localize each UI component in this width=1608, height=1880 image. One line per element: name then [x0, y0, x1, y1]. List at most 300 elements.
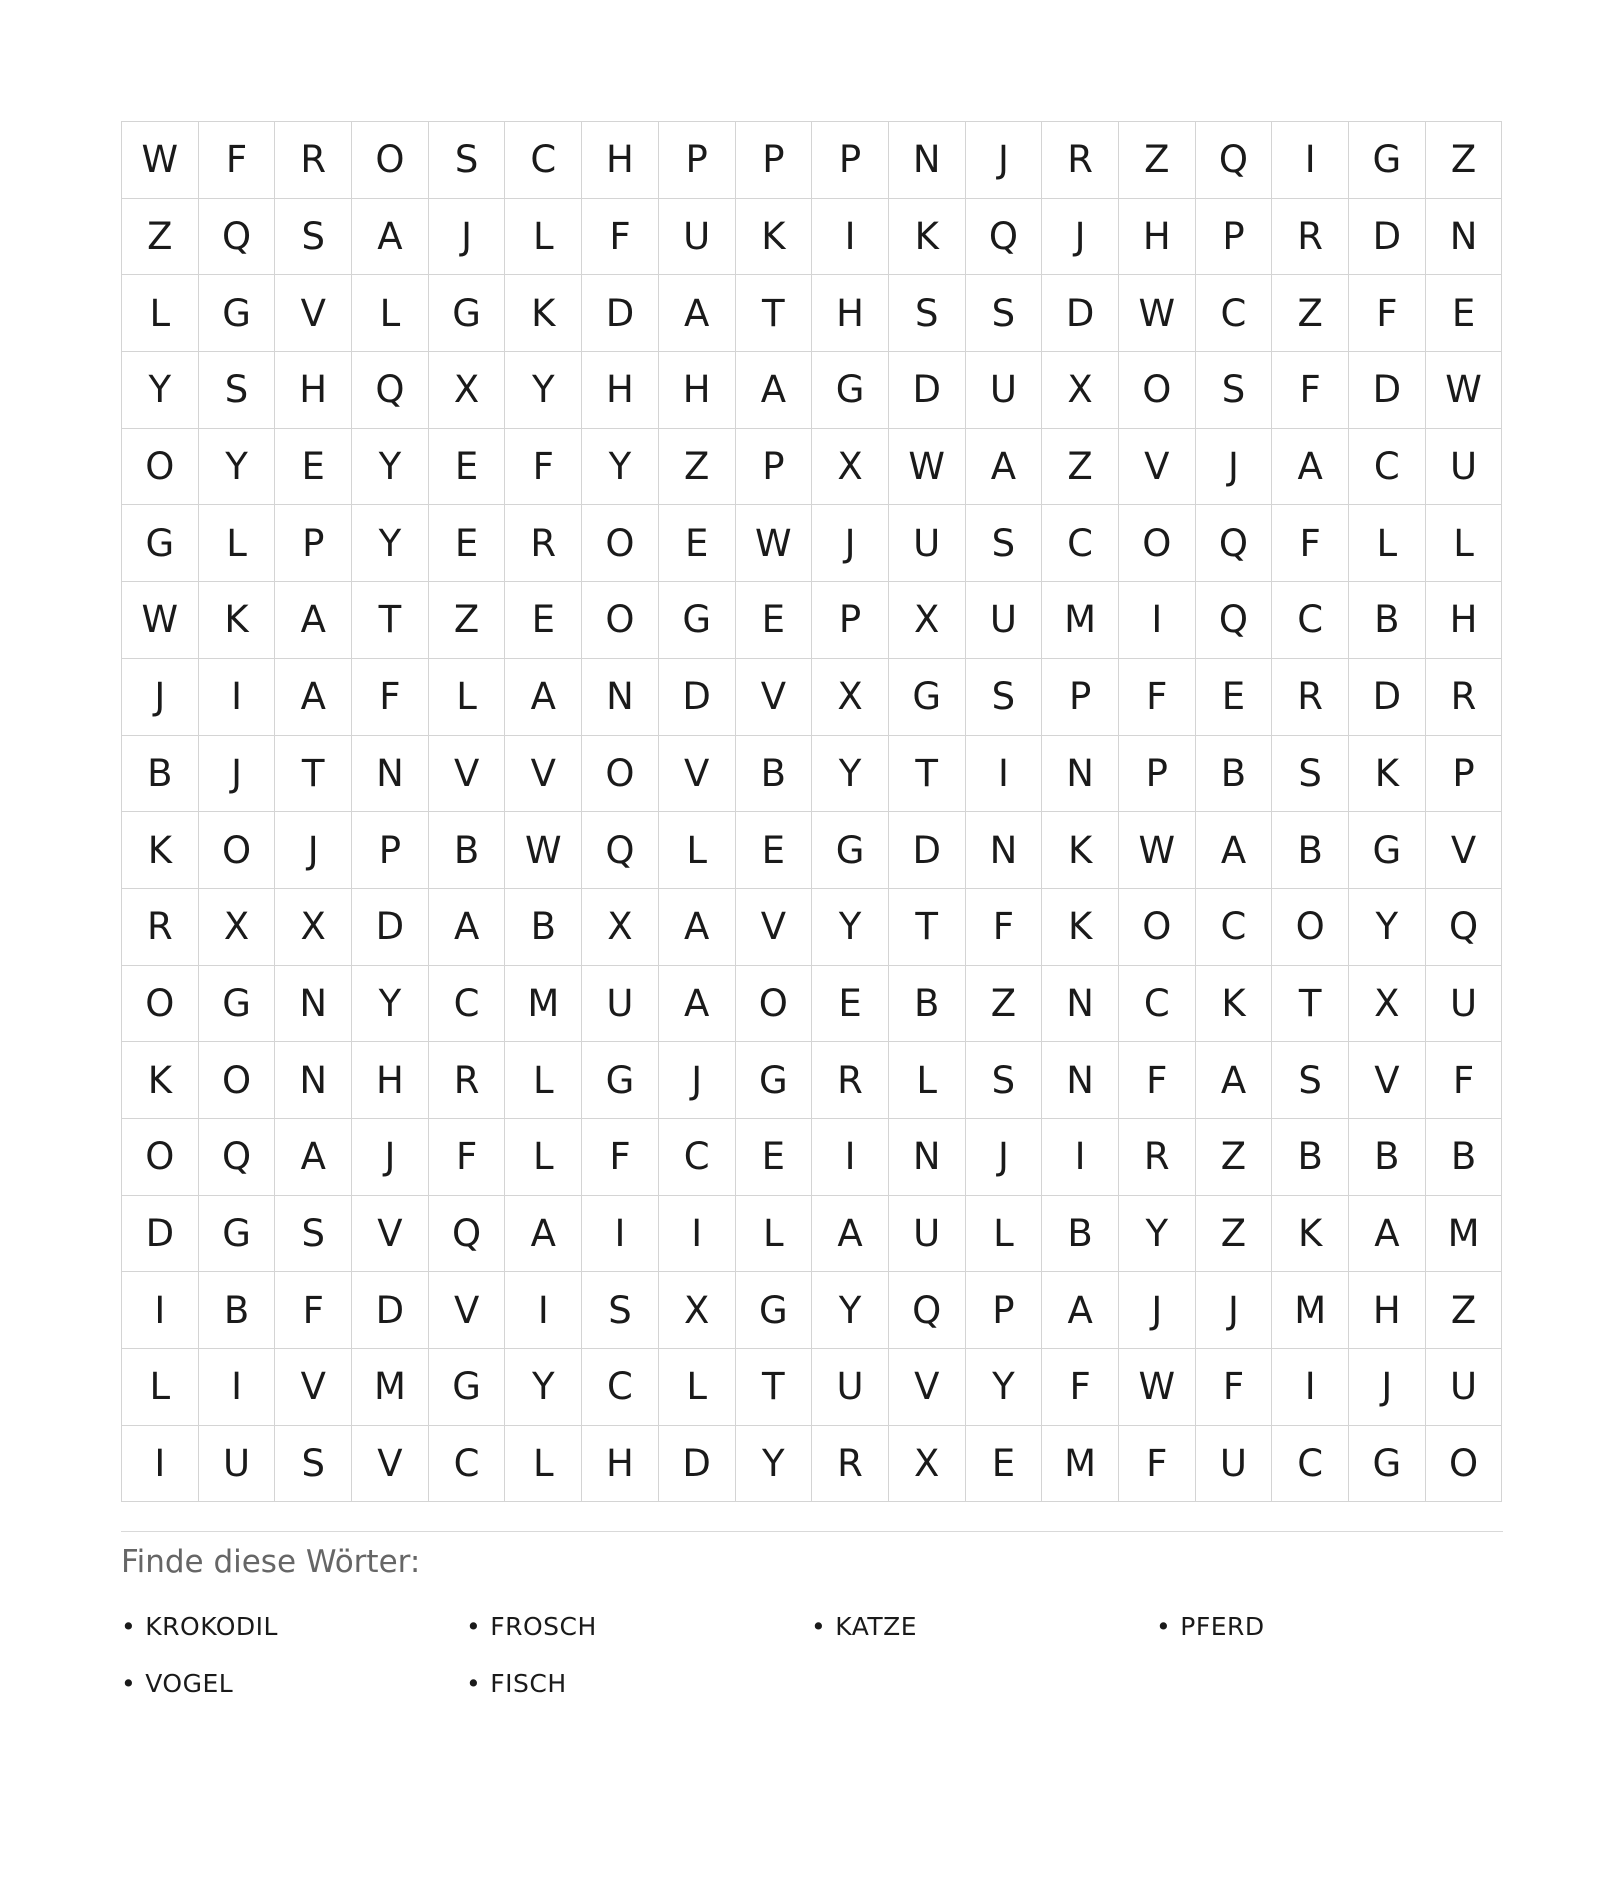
- grid-cell[interactable]: Q: [889, 1272, 966, 1349]
- grid-cell[interactable]: H: [1426, 582, 1503, 659]
- grid-cell[interactable]: D: [659, 1426, 736, 1503]
- grid-cell[interactable]: R: [812, 1042, 889, 1119]
- grid-cell[interactable]: Z: [122, 199, 199, 276]
- grid-cell[interactable]: G: [429, 275, 506, 352]
- grid-cell[interactable]: I: [1272, 1349, 1349, 1426]
- grid-cell[interactable]: G: [1349, 122, 1426, 199]
- grid-cell[interactable]: W: [1119, 275, 1196, 352]
- grid-cell[interactable]: Z: [1196, 1119, 1273, 1196]
- grid-cell[interactable]: I: [812, 1119, 889, 1196]
- grid-cell[interactable]: L: [659, 1349, 736, 1426]
- grid-cell[interactable]: V: [429, 736, 506, 813]
- grid-cell[interactable]: Y: [352, 429, 429, 506]
- grid-cell[interactable]: D: [352, 889, 429, 966]
- grid-cell[interactable]: V: [429, 1272, 506, 1349]
- grid-cell[interactable]: V: [352, 1196, 429, 1273]
- grid-cell[interactable]: I: [122, 1426, 199, 1503]
- grid-cell[interactable]: H: [582, 352, 659, 429]
- grid-cell[interactable]: G: [736, 1272, 813, 1349]
- grid-cell[interactable]: A: [812, 1196, 889, 1273]
- grid-cell[interactable]: T: [275, 736, 352, 813]
- grid-cell[interactable]: J: [1196, 429, 1273, 506]
- grid-cell[interactable]: I: [505, 1272, 582, 1349]
- grid-cell[interactable]: L: [966, 1196, 1043, 1273]
- grid-cell[interactable]: F: [1426, 1042, 1503, 1119]
- grid-cell[interactable]: L: [505, 1426, 582, 1503]
- grid-cell[interactable]: D: [582, 275, 659, 352]
- grid-cell[interactable]: C: [1349, 429, 1426, 506]
- grid-cell[interactable]: S: [199, 352, 276, 429]
- grid-cell[interactable]: J: [122, 659, 199, 736]
- grid-cell[interactable]: F: [966, 889, 1043, 966]
- grid-cell[interactable]: F: [582, 1119, 659, 1196]
- grid-cell[interactable]: L: [889, 1042, 966, 1119]
- grid-cell[interactable]: F: [1272, 505, 1349, 582]
- grid-cell[interactable]: I: [659, 1196, 736, 1273]
- grid-cell[interactable]: C: [505, 122, 582, 199]
- grid-cell[interactable]: Y: [122, 352, 199, 429]
- grid-cell[interactable]: N: [582, 659, 659, 736]
- grid-cell[interactable]: U: [812, 1349, 889, 1426]
- grid-cell[interactable]: B: [1272, 1119, 1349, 1196]
- grid-cell[interactable]: P: [736, 429, 813, 506]
- grid-cell[interactable]: E: [812, 966, 889, 1043]
- grid-cell[interactable]: U: [1426, 1349, 1503, 1426]
- grid-cell[interactable]: F: [199, 122, 276, 199]
- grid-cell[interactable]: O: [582, 505, 659, 582]
- grid-cell[interactable]: N: [1042, 1042, 1119, 1119]
- grid-cell[interactable]: B: [1272, 812, 1349, 889]
- grid-cell[interactable]: N: [275, 966, 352, 1043]
- grid-cell[interactable]: H: [352, 1042, 429, 1119]
- grid-cell[interactable]: N: [275, 1042, 352, 1119]
- grid-cell[interactable]: C: [1196, 889, 1273, 966]
- grid-cell[interactable]: W: [122, 122, 199, 199]
- grid-cell[interactable]: Y: [199, 429, 276, 506]
- grid-cell[interactable]: N: [966, 812, 1043, 889]
- grid-cell[interactable]: W: [1119, 1349, 1196, 1426]
- grid-cell[interactable]: O: [199, 1042, 276, 1119]
- grid-cell[interactable]: A: [736, 352, 813, 429]
- grid-cell[interactable]: J: [1349, 1349, 1426, 1426]
- grid-cell[interactable]: J: [1119, 1272, 1196, 1349]
- grid-cell[interactable]: O: [1119, 505, 1196, 582]
- grid-cell[interactable]: G: [812, 352, 889, 429]
- grid-cell[interactable]: P: [812, 582, 889, 659]
- grid-cell[interactable]: E: [736, 812, 813, 889]
- grid-cell[interactable]: O: [1426, 1426, 1503, 1503]
- grid-cell[interactable]: Q: [1426, 889, 1503, 966]
- grid-cell[interactable]: C: [1119, 966, 1196, 1043]
- grid-cell[interactable]: E: [275, 429, 352, 506]
- grid-cell[interactable]: I: [582, 1196, 659, 1273]
- grid-cell[interactable]: T: [736, 1349, 813, 1426]
- grid-cell[interactable]: B: [1349, 582, 1426, 659]
- grid-cell[interactable]: Q: [352, 352, 429, 429]
- grid-cell[interactable]: G: [889, 659, 966, 736]
- grid-cell[interactable]: S: [966, 505, 1043, 582]
- grid-cell[interactable]: L: [1349, 505, 1426, 582]
- grid-cell[interactable]: D: [352, 1272, 429, 1349]
- grid-cell[interactable]: D: [1042, 275, 1119, 352]
- grid-cell[interactable]: G: [812, 812, 889, 889]
- grid-cell[interactable]: H: [275, 352, 352, 429]
- grid-cell[interactable]: Z: [966, 966, 1043, 1043]
- grid-cell[interactable]: L: [429, 659, 506, 736]
- grid-cell[interactable]: E: [966, 1426, 1043, 1503]
- grid-cell[interactable]: R: [1042, 122, 1119, 199]
- grid-cell[interactable]: X: [429, 352, 506, 429]
- grid-cell[interactable]: D: [659, 659, 736, 736]
- grid-cell[interactable]: P: [1042, 659, 1119, 736]
- grid-cell[interactable]: A: [275, 582, 352, 659]
- grid-cell[interactable]: K: [122, 812, 199, 889]
- grid-cell[interactable]: Z: [1042, 429, 1119, 506]
- grid-cell[interactable]: F: [1349, 275, 1426, 352]
- grid-cell[interactable]: F: [275, 1272, 352, 1349]
- grid-cell[interactable]: S: [1196, 352, 1273, 429]
- grid-cell[interactable]: X: [1042, 352, 1119, 429]
- grid-cell[interactable]: J: [966, 1119, 1043, 1196]
- grid-cell[interactable]: Y: [352, 505, 429, 582]
- grid-cell[interactable]: H: [659, 352, 736, 429]
- grid-cell[interactable]: L: [199, 505, 276, 582]
- grid-cell[interactable]: U: [1426, 429, 1503, 506]
- grid-cell[interactable]: I: [1042, 1119, 1119, 1196]
- grid-cell[interactable]: C: [659, 1119, 736, 1196]
- grid-cell[interactable]: J: [352, 1119, 429, 1196]
- grid-cell[interactable]: W: [1119, 812, 1196, 889]
- grid-cell[interactable]: M: [352, 1349, 429, 1426]
- grid-cell[interactable]: D: [122, 1196, 199, 1273]
- grid-cell[interactable]: N: [889, 1119, 966, 1196]
- grid-cell[interactable]: J: [659, 1042, 736, 1119]
- grid-cell[interactable]: S: [1272, 736, 1349, 813]
- grid-cell[interactable]: K: [1042, 889, 1119, 966]
- grid-cell[interactable]: A: [1349, 1196, 1426, 1273]
- grid-cell[interactable]: K: [1272, 1196, 1349, 1273]
- grid-cell[interactable]: J: [275, 812, 352, 889]
- grid-cell[interactable]: A: [505, 1196, 582, 1273]
- grid-cell[interactable]: F: [1272, 352, 1349, 429]
- grid-cell[interactable]: K: [199, 582, 276, 659]
- grid-cell[interactable]: J: [1196, 1272, 1273, 1349]
- grid-cell[interactable]: K: [122, 1042, 199, 1119]
- grid-cell[interactable]: S: [966, 275, 1043, 352]
- grid-cell[interactable]: D: [1349, 352, 1426, 429]
- grid-cell[interactable]: I: [122, 1272, 199, 1349]
- grid-cell[interactable]: B: [1349, 1119, 1426, 1196]
- grid-cell[interactable]: Z: [1272, 275, 1349, 352]
- grid-cell[interactable]: Q: [199, 1119, 276, 1196]
- grid-cell[interactable]: A: [275, 1119, 352, 1196]
- grid-cell[interactable]: V: [736, 659, 813, 736]
- grid-cell[interactable]: S: [275, 199, 352, 276]
- grid-cell[interactable]: B: [1042, 1196, 1119, 1273]
- grid-cell[interactable]: E: [1426, 275, 1503, 352]
- grid-cell[interactable]: W: [1426, 352, 1503, 429]
- grid-cell[interactable]: N: [889, 122, 966, 199]
- grid-cell[interactable]: B: [199, 1272, 276, 1349]
- grid-cell[interactable]: U: [582, 966, 659, 1043]
- grid-cell[interactable]: X: [812, 659, 889, 736]
- grid-cell[interactable]: U: [659, 199, 736, 276]
- grid-cell[interactable]: K: [889, 199, 966, 276]
- grid-cell[interactable]: X: [889, 1426, 966, 1503]
- grid-cell[interactable]: L: [505, 1042, 582, 1119]
- grid-cell[interactable]: U: [1426, 966, 1503, 1043]
- grid-cell[interactable]: W: [505, 812, 582, 889]
- grid-cell[interactable]: O: [1119, 889, 1196, 966]
- grid-cell[interactable]: U: [1196, 1426, 1273, 1503]
- grid-cell[interactable]: J: [966, 122, 1043, 199]
- grid-cell[interactable]: P: [736, 122, 813, 199]
- grid-cell[interactable]: U: [966, 582, 1043, 659]
- grid-cell[interactable]: L: [505, 1119, 582, 1196]
- grid-cell[interactable]: T: [889, 736, 966, 813]
- grid-cell[interactable]: F: [1196, 1349, 1273, 1426]
- grid-cell[interactable]: V: [1119, 429, 1196, 506]
- grid-cell[interactable]: S: [889, 275, 966, 352]
- grid-cell[interactable]: D: [889, 352, 966, 429]
- grid-cell[interactable]: B: [1426, 1119, 1503, 1196]
- grid-cell[interactable]: A: [1042, 1272, 1119, 1349]
- grid-cell[interactable]: P: [1196, 199, 1273, 276]
- grid-cell[interactable]: C: [1272, 582, 1349, 659]
- grid-cell[interactable]: Y: [352, 966, 429, 1043]
- grid-cell[interactable]: D: [1349, 199, 1426, 276]
- grid-cell[interactable]: I: [199, 659, 276, 736]
- grid-cell[interactable]: W: [122, 582, 199, 659]
- grid-cell[interactable]: S: [429, 122, 506, 199]
- grid-cell[interactable]: H: [582, 1426, 659, 1503]
- grid-cell[interactable]: G: [736, 1042, 813, 1119]
- grid-cell[interactable]: O: [1272, 889, 1349, 966]
- grid-cell[interactable]: R: [275, 122, 352, 199]
- grid-cell[interactable]: E: [429, 429, 506, 506]
- grid-cell[interactable]: Y: [1349, 889, 1426, 966]
- grid-cell[interactable]: F: [505, 429, 582, 506]
- grid-cell[interactable]: Y: [812, 1272, 889, 1349]
- grid-cell[interactable]: V: [736, 889, 813, 966]
- grid-cell[interactable]: N: [1042, 966, 1119, 1043]
- grid-cell[interactable]: V: [889, 1349, 966, 1426]
- grid-cell[interactable]: X: [199, 889, 276, 966]
- grid-cell[interactable]: E: [736, 1119, 813, 1196]
- grid-cell[interactable]: X: [659, 1272, 736, 1349]
- grid-cell[interactable]: I: [1272, 122, 1349, 199]
- grid-cell[interactable]: I: [812, 199, 889, 276]
- grid-cell[interactable]: U: [199, 1426, 276, 1503]
- grid-cell[interactable]: E: [429, 505, 506, 582]
- grid-cell[interactable]: X: [1349, 966, 1426, 1043]
- grid-cell[interactable]: P: [275, 505, 352, 582]
- grid-cell[interactable]: M: [1042, 1426, 1119, 1503]
- grid-cell[interactable]: F: [1119, 659, 1196, 736]
- grid-cell[interactable]: L: [659, 812, 736, 889]
- grid-cell[interactable]: A: [1196, 812, 1273, 889]
- grid-cell[interactable]: P: [352, 812, 429, 889]
- grid-cell[interactable]: Y: [1119, 1196, 1196, 1273]
- grid-cell[interactable]: Y: [736, 1426, 813, 1503]
- grid-cell[interactable]: J: [1042, 199, 1119, 276]
- grid-cell[interactable]: S: [1272, 1042, 1349, 1119]
- grid-cell[interactable]: L: [122, 275, 199, 352]
- grid-cell[interactable]: Z: [1426, 1272, 1503, 1349]
- grid-cell[interactable]: G: [122, 505, 199, 582]
- grid-cell[interactable]: V: [275, 1349, 352, 1426]
- grid-cell[interactable]: G: [582, 1042, 659, 1119]
- grid-cell[interactable]: M: [1272, 1272, 1349, 1349]
- grid-cell[interactable]: R: [429, 1042, 506, 1119]
- grid-cell[interactable]: G: [199, 275, 276, 352]
- grid-cell[interactable]: Z: [1119, 122, 1196, 199]
- grid-cell[interactable]: L: [736, 1196, 813, 1273]
- grid-cell[interactable]: R: [505, 505, 582, 582]
- grid-cell[interactable]: Y: [505, 1349, 582, 1426]
- grid-cell[interactable]: B: [122, 736, 199, 813]
- grid-cell[interactable]: K: [1349, 736, 1426, 813]
- grid-cell[interactable]: A: [352, 199, 429, 276]
- grid-cell[interactable]: H: [1119, 199, 1196, 276]
- grid-cell[interactable]: Y: [812, 736, 889, 813]
- grid-cell[interactable]: N: [352, 736, 429, 813]
- grid-cell[interactable]: V: [1349, 1042, 1426, 1119]
- grid-cell[interactable]: F: [1042, 1349, 1119, 1426]
- grid-cell[interactable]: S: [966, 659, 1043, 736]
- grid-cell[interactable]: B: [1196, 736, 1273, 813]
- grid-cell[interactable]: E: [659, 505, 736, 582]
- grid-cell[interactable]: B: [429, 812, 506, 889]
- grid-cell[interactable]: T: [352, 582, 429, 659]
- grid-cell[interactable]: I: [199, 1349, 276, 1426]
- grid-cell[interactable]: V: [659, 736, 736, 813]
- grid-cell[interactable]: E: [505, 582, 582, 659]
- grid-cell[interactable]: K: [505, 275, 582, 352]
- grid-cell[interactable]: Q: [199, 199, 276, 276]
- grid-cell[interactable]: Q: [966, 199, 1043, 276]
- grid-cell[interactable]: K: [1196, 966, 1273, 1043]
- grid-cell[interactable]: T: [736, 275, 813, 352]
- grid-cell[interactable]: J: [199, 736, 276, 813]
- grid-cell[interactable]: Y: [812, 889, 889, 966]
- grid-cell[interactable]: D: [889, 812, 966, 889]
- grid-cell[interactable]: O: [122, 966, 199, 1043]
- grid-cell[interactable]: X: [582, 889, 659, 966]
- grid-cell[interactable]: G: [1349, 1426, 1426, 1503]
- grid-cell[interactable]: C: [429, 1426, 506, 1503]
- grid-cell[interactable]: O: [582, 736, 659, 813]
- grid-cell[interactable]: P: [1426, 736, 1503, 813]
- grid-cell[interactable]: S: [275, 1196, 352, 1273]
- grid-cell[interactable]: C: [429, 966, 506, 1043]
- grid-cell[interactable]: I: [1119, 582, 1196, 659]
- grid-cell[interactable]: X: [889, 582, 966, 659]
- grid-cell[interactable]: N: [1426, 199, 1503, 276]
- grid-cell[interactable]: E: [736, 582, 813, 659]
- grid-cell[interactable]: H: [582, 122, 659, 199]
- grid-cell[interactable]: B: [736, 736, 813, 813]
- grid-cell[interactable]: K: [736, 199, 813, 276]
- grid-cell[interactable]: M: [1426, 1196, 1503, 1273]
- grid-cell[interactable]: P: [966, 1272, 1043, 1349]
- grid-cell[interactable]: T: [1272, 966, 1349, 1043]
- grid-cell[interactable]: O: [352, 122, 429, 199]
- grid-cell[interactable]: L: [352, 275, 429, 352]
- grid-cell[interactable]: B: [889, 966, 966, 1043]
- grid-cell[interactable]: F: [429, 1119, 506, 1196]
- grid-cell[interactable]: L: [122, 1349, 199, 1426]
- grid-cell[interactable]: R: [1272, 199, 1349, 276]
- grid-cell[interactable]: U: [966, 352, 1043, 429]
- grid-cell[interactable]: A: [659, 889, 736, 966]
- grid-cell[interactable]: A: [659, 966, 736, 1043]
- grid-cell[interactable]: G: [199, 1196, 276, 1273]
- grid-cell[interactable]: F: [352, 659, 429, 736]
- grid-cell[interactable]: E: [1196, 659, 1273, 736]
- grid-cell[interactable]: Q: [429, 1196, 506, 1273]
- grid-cell[interactable]: Y: [966, 1349, 1043, 1426]
- grid-cell[interactable]: O: [122, 1119, 199, 1196]
- grid-cell[interactable]: G: [199, 966, 276, 1043]
- grid-cell[interactable]: A: [429, 889, 506, 966]
- grid-cell[interactable]: U: [889, 505, 966, 582]
- grid-cell[interactable]: C: [582, 1349, 659, 1426]
- grid-cell[interactable]: J: [429, 199, 506, 276]
- grid-cell[interactable]: R: [1119, 1119, 1196, 1196]
- grid-cell[interactable]: G: [1349, 812, 1426, 889]
- grid-cell[interactable]: A: [659, 275, 736, 352]
- grid-cell[interactable]: M: [505, 966, 582, 1043]
- grid-cell[interactable]: P: [1119, 736, 1196, 813]
- grid-cell[interactable]: O: [582, 582, 659, 659]
- grid-cell[interactable]: A: [966, 429, 1043, 506]
- grid-cell[interactable]: Z: [1196, 1196, 1273, 1273]
- grid-cell[interactable]: Q: [1196, 505, 1273, 582]
- grid-cell[interactable]: J: [812, 505, 889, 582]
- grid-cell[interactable]: S: [966, 1042, 1043, 1119]
- grid-cell[interactable]: V: [505, 736, 582, 813]
- grid-cell[interactable]: F: [1119, 1426, 1196, 1503]
- grid-cell[interactable]: A: [505, 659, 582, 736]
- grid-cell[interactable]: R: [1426, 659, 1503, 736]
- grid-cell[interactable]: B: [505, 889, 582, 966]
- grid-cell[interactable]: W: [736, 505, 813, 582]
- grid-cell[interactable]: L: [1426, 505, 1503, 582]
- grid-cell[interactable]: A: [275, 659, 352, 736]
- grid-cell[interactable]: V: [352, 1426, 429, 1503]
- grid-cell[interactable]: Z: [659, 429, 736, 506]
- grid-cell[interactable]: G: [429, 1349, 506, 1426]
- grid-cell[interactable]: S: [582, 1272, 659, 1349]
- grid-cell[interactable]: A: [1196, 1042, 1273, 1119]
- grid-cell[interactable]: Y: [505, 352, 582, 429]
- grid-cell[interactable]: O: [199, 812, 276, 889]
- grid-cell[interactable]: X: [812, 429, 889, 506]
- grid-cell[interactable]: P: [812, 122, 889, 199]
- grid-cell[interactable]: U: [889, 1196, 966, 1273]
- grid-cell[interactable]: O: [1119, 352, 1196, 429]
- grid-cell[interactable]: Y: [582, 429, 659, 506]
- grid-cell[interactable]: O: [736, 966, 813, 1043]
- grid-cell[interactable]: N: [1042, 736, 1119, 813]
- grid-cell[interactable]: K: [1042, 812, 1119, 889]
- grid-cell[interactable]: V: [275, 275, 352, 352]
- grid-cell[interactable]: V: [1426, 812, 1503, 889]
- grid-cell[interactable]: O: [122, 429, 199, 506]
- grid-cell[interactable]: Q: [582, 812, 659, 889]
- grid-cell[interactable]: P: [659, 122, 736, 199]
